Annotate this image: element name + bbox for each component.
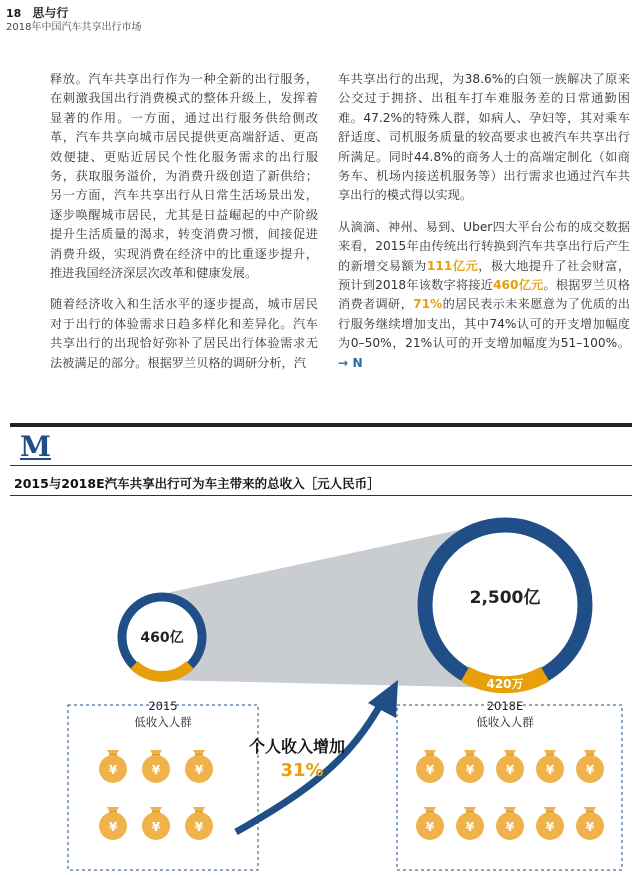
right-text-d: 的居民表示未来愿意为了优质的出行服务继续增加支出，其中74%认可的开支增加幅度为0–50%，21%认可的开支增加幅度为51–100%。 [338, 297, 630, 351]
money-bag-icon [576, 750, 604, 783]
year-2018-label: 2018E [486, 699, 524, 713]
page-number: 18 [6, 7, 22, 20]
money-bag-icon [99, 750, 127, 783]
left-paragraph-2: 随着经济收入和生活水平的逐步提高，城市居民对于出行的体验需求日趋多样化和差异化。汽车共享出行的出现恰好弥补了居民出行体验需求无法被满足的部分。根据罗兰贝格的调研分析，汽 [50, 297, 318, 370]
highlight-71pct: 71% [413, 297, 443, 312]
drivers-2015-label: 154万 [145, 680, 179, 693]
money-bag-icon [536, 750, 564, 783]
right-text-c: 。根据罗兰贝格消费者调研， [338, 278, 630, 312]
section-name: 思与行 [32, 6, 69, 20]
drivers-2018-label: 420万 [486, 677, 524, 691]
right-text-a: 从滴滴、神州、易到、Uber四大平台公布的成交数据来看，2015年由传统出行转换到汽车共享出行后产生的新增交易额为 [338, 219, 630, 273]
svg-text:¥: ¥ [505, 820, 515, 834]
svg-text:¥: ¥ [108, 820, 118, 834]
svg-text:¥: ¥ [151, 820, 161, 834]
money-bag-icon [185, 750, 213, 783]
svg-text:¥: ¥ [425, 820, 435, 834]
growth-label: 个人收入增加 [248, 737, 345, 756]
svg-text:¥: ¥ [465, 820, 475, 834]
money-bag-icon [496, 750, 524, 783]
money-bag-icon [142, 807, 170, 840]
svg-text:¥: ¥ [194, 763, 204, 777]
money-bag-icon [185, 807, 213, 840]
highlight-460: 460亿元 [493, 278, 544, 293]
money-bag-icon [536, 807, 564, 840]
svg-text:¥: ¥ [151, 763, 161, 777]
see-n-link[interactable]: → N [338, 355, 363, 370]
money-bag-icon [456, 750, 484, 783]
svg-text:¥: ¥ [585, 820, 595, 834]
money-bag-icon [416, 750, 444, 783]
right-text-b: ，极大地提升了社会财富，预计到2018年该数字将接近 [338, 258, 631, 293]
chart-title: 2015与2018E汽车共享出行可为车主带来的总收入［元人民币］ [14, 476, 380, 491]
svg-text:¥: ¥ [194, 820, 204, 834]
svg-text:¥: ¥ [465, 763, 475, 777]
income-2018-label: 2,500亿 [469, 588, 541, 608]
highlight-111: 111亿元 [426, 258, 479, 273]
income-2015-label: 460亿 [140, 630, 184, 646]
money-bag-icon [416, 807, 444, 840]
page-subtitle: 2018年中国汽车共享出行市场 [6, 22, 142, 33]
svg-text:¥: ¥ [425, 763, 435, 777]
svg-text:¥: ¥ [545, 820, 555, 834]
right-paragraph-1: 车共享出行的出现，为38.6%的白领一族解决了原来公交过于拥挤、出租车打车难服务差的日常通勤困难。47.2%的特殊人群，如病人、孕妇等，其对乘车舒适度、司机服务质量的较高要求也被汽车共享出行所满足。同时44.8%的商务人士的高端定制化（如商务车、机场内接送机服务等）出行需求也通过汽车共享出行的模式得以实现。 [338, 72, 630, 203]
growth-value: 31% [280, 760, 324, 781]
section-marker: M [20, 430, 51, 463]
group-2015-label: 低收入人群 [134, 715, 192, 729]
svg-text:¥: ¥ [545, 763, 555, 777]
svg-text:¥: ¥ [585, 763, 595, 777]
group-2018-label: 低收入人群 [476, 715, 534, 729]
money-bag-icon [99, 807, 127, 840]
money-bag-icon [576, 807, 604, 840]
year-2015-label: 2015 [148, 699, 178, 713]
money-bag-icon [142, 750, 170, 783]
money-bag-icon [496, 807, 524, 840]
money-bag-icon [456, 807, 484, 840]
svg-text:¥: ¥ [108, 763, 118, 777]
svg-text:¥: ¥ [505, 763, 515, 777]
left-paragraph-1: 释放。汽车共享出行作为一种全新的出行服务，在刺激我国出行消费模式的整体升级上，发挥着显著的作用。一方面，通过出行服务供给侧改革，汽车共享向城市居民提供更高端舒适、更高效便捷、更贴近居民个性化服务需求的出行服务，获取服务溢价，为消费升级创造了新供给；另一方面，汽车共享出行从日常生活场景出发，逐步唤醒城市居民，尤其是日益崛起的中产阶级提升生活质量的渴求，转变消费习惯，间接促进消费升级，实现消费在经济中的比重逐步提升，推进我国经济深层次改革和健康发展。 [50, 72, 318, 281]
